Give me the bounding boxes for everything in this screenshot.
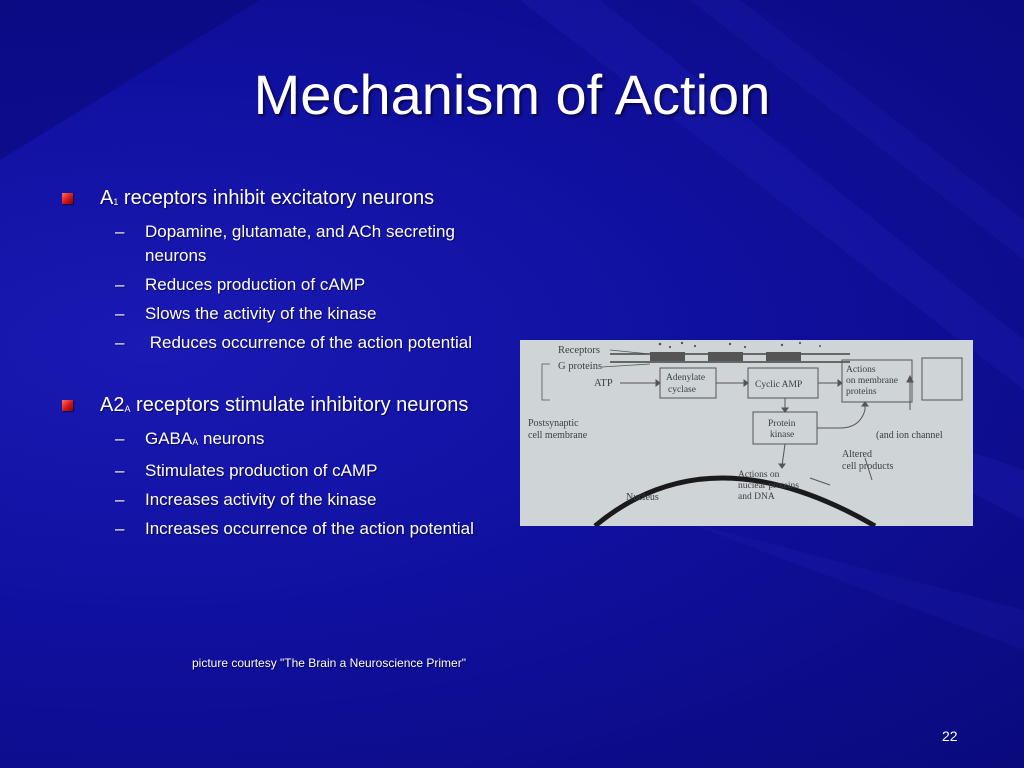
receptor-shape — [766, 352, 801, 361]
label-cell-membrane: cell membrane — [528, 430, 588, 441]
sub-item-text: Increases occurrence of the action potential — [145, 519, 474, 538]
sub-item-subscript: A — [192, 437, 199, 447]
sub-item: – Stimulates production of cAMP — [115, 461, 378, 480]
label-cyclic-amp: Cyclic AMP — [755, 380, 803, 390]
bullet-a2a-prefix: A2 — [100, 394, 125, 416]
label-protein: Protein — [768, 419, 796, 429]
sub-item-text: Increases activity of the kinase — [145, 490, 377, 509]
label-actions-on: Actions on — [738, 470, 780, 480]
label-nucleus: Nucleus — [626, 492, 659, 503]
neurotransmitter-dots — [659, 342, 821, 348]
sub-item-text: Stimulates production of cAMP — [145, 461, 378, 480]
sub-item-text: Reduces occurrence of the action potential — [145, 333, 472, 352]
sub-item: – Dopamine, glutamate, and ACh secreting neurons — [115, 222, 455, 265]
sub-item-text: neurons — [198, 429, 265, 448]
label-kinase: kinase — [770, 430, 795, 440]
label-postsynaptic: Postsynaptic — [528, 418, 579, 429]
label-ion-channel: (and ion channel — [876, 430, 943, 441]
sub-item: – Reduces production of cAMP — [115, 275, 366, 294]
label-actions: Actions — [846, 365, 876, 375]
picture-credit: picture courtesy "The Brain a Neuroscience Primer" — [192, 656, 466, 670]
label-altered: Altered — [842, 449, 872, 460]
sub-item: – $GABA_A$ neurons — [115, 429, 265, 448]
signaling-diagram-image — [520, 340, 973, 526]
receptor-shape — [650, 352, 685, 361]
label-nuclear-proteins: nuclear proteins — [738, 481, 799, 491]
label-cell-products: cell products — [842, 461, 894, 472]
sub-item-text: Slows the activity of the kinase — [145, 304, 377, 323]
red-square-bullet-icon — [62, 400, 73, 411]
sub-item: – Increases activity of the kinase — [115, 490, 377, 509]
bullet-a1-text: receptors inhibit excitatory neurons — [118, 187, 435, 209]
sub-item-text: Reduces production of cAMP — [145, 275, 366, 294]
bullet-a2a-subscript: A — [124, 404, 131, 414]
red-square-bullet-icon — [62, 193, 73, 204]
page-number: 22 — [942, 728, 958, 744]
bullet-list — [60, 186, 500, 541]
bullet-a1 — [60, 186, 500, 215]
sub-item-text: GABA — [145, 429, 193, 448]
bullet-a1-prefix: A — [100, 187, 114, 209]
label-receptors: Receptors — [558, 345, 600, 356]
bullet-a1-subscript: 1 — [113, 197, 119, 207]
sub-item: – Increases occurrence of the action potential — [115, 519, 474, 538]
sub-item: – Reduces occurrence of the action potential — [115, 333, 472, 352]
label-proteins: proteins — [846, 387, 877, 397]
bullet-a2a-text: receptors stimulate inhibitory neurons — [130, 394, 469, 416]
label-cyclase: cyclase — [668, 385, 696, 395]
sub-item-text: Dopamine, glutamate, and ACh secreting neurons — [145, 222, 455, 265]
label-g-proteins: G proteins — [558, 361, 603, 372]
label-atp: ATP — [594, 378, 613, 389]
bullet-a2a — [60, 393, 500, 422]
sub-item: – Slows the activity of the kinase — [115, 304, 377, 323]
label-adenylate: Adenylate — [666, 373, 706, 383]
slide-title: Mechanism of Action — [253, 63, 771, 126]
label-and-dna: and DNA — [738, 492, 775, 502]
label-on-membrane: on membrane — [846, 376, 898, 386]
receptor-shape — [708, 352, 743, 361]
